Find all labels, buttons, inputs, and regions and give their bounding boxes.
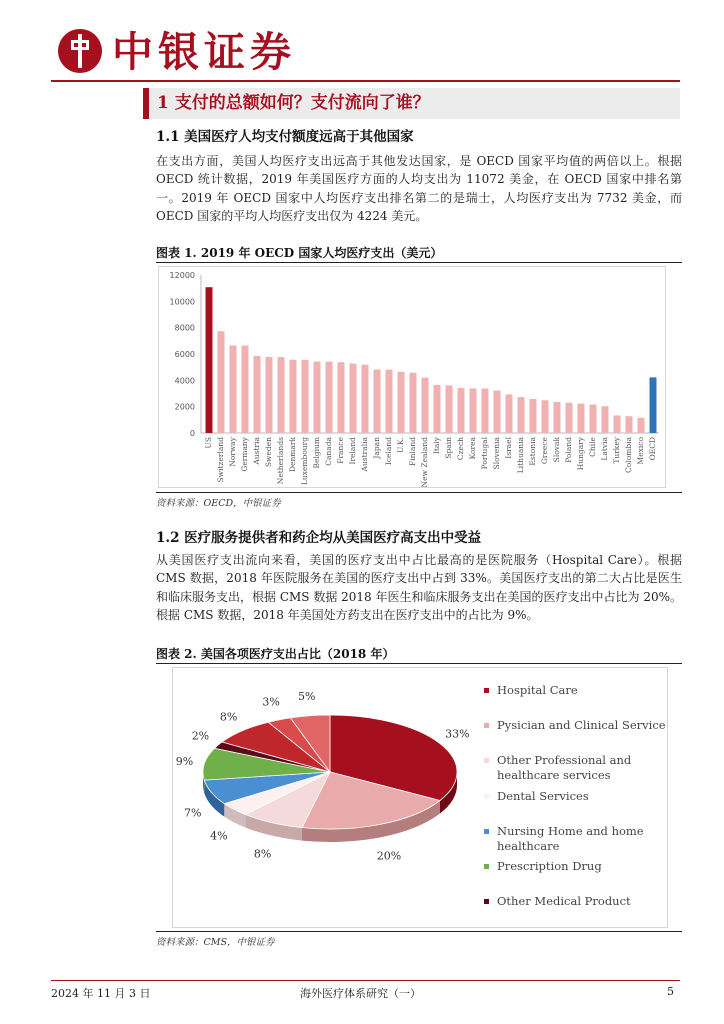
page-number: 5 — [667, 985, 674, 998]
legend-label: Other Medical Product — [497, 894, 631, 908]
bar-spain — [446, 385, 453, 433]
bar-iceland — [386, 370, 393, 433]
pie-data-label: 9% — [175, 755, 194, 769]
y-tick-label: 12000 — [169, 271, 195, 280]
legend-label: Nursing Home and home healthcare — [497, 824, 644, 853]
x-tick-label: Latvia — [600, 437, 609, 461]
bar-lithuania — [518, 397, 525, 433]
figure-1-source: 资料来源：OECD，中银证券 — [156, 498, 281, 509]
bar-canada — [326, 362, 333, 433]
x-tick-label: Estonia — [528, 437, 537, 466]
bar-sweden — [266, 357, 273, 433]
bar-new-zealand — [422, 378, 429, 433]
figure-1-title: 图表 1. 2019 年 OECD 国家人均医疗支出（美元） — [156, 246, 443, 260]
x-tick-label: New Zealand — [420, 437, 429, 487]
x-tick-label: Iceland — [384, 437, 393, 466]
section-title: 1 支付的总额如何？支付流向了谁？ — [157, 93, 430, 113]
footer-date: 2024 年 11 月 3 日 — [51, 987, 151, 1000]
bar-slovak — [554, 402, 561, 433]
legend-item — [497, 859, 677, 874]
bar-chile — [590, 405, 597, 433]
bar-oecd — [650, 377, 657, 433]
figure-2-title: 图表 2. 美国各项医疗支出占比（2018 年） — [156, 647, 395, 661]
pie-data-label: 8% — [253, 847, 272, 861]
section-title-accent — [143, 88, 149, 119]
bar-australia — [362, 365, 369, 433]
figure-2-source: 资料来源：CMS，中银证券 — [156, 937, 275, 948]
x-tick-label: U.K. — [396, 437, 405, 454]
x-tick-label: Spain — [444, 437, 453, 459]
pie-chart — [173, 668, 491, 927]
footer-report-title: 海外医疗体系研究（一） — [300, 987, 421, 1000]
y-tick-label: 10000 — [169, 297, 195, 307]
bar-slovenia — [494, 391, 501, 433]
x-tick-label: OECD — [648, 437, 657, 461]
legend-item — [497, 683, 677, 698]
x-tick-label: Netherlands — [276, 437, 285, 485]
x-tick-label: Luxembourg — [300, 437, 309, 486]
legend-label: Other Professional and healthcare services — [497, 753, 632, 782]
bar-czech — [458, 388, 465, 433]
y-tick-label: 2000 — [174, 402, 195, 412]
legend-item — [497, 824, 677, 853]
legend-label: Pysician and Clinical Service — [497, 718, 666, 732]
bar-us — [206, 287, 213, 433]
y-tick-label: 0 — [189, 429, 195, 438]
figure-1-chart-frame — [158, 266, 666, 488]
x-tick-label: US — [204, 437, 213, 449]
figure-1-bottom-rule — [156, 492, 682, 493]
legend-label: Prescription Drug — [497, 859, 602, 873]
x-tick-label: Portugal — [480, 437, 489, 470]
bar-portugal — [482, 389, 489, 433]
legend-swatch — [484, 723, 489, 728]
legend-swatch — [484, 864, 489, 869]
x-tick-label: Austria — [252, 437, 261, 465]
pie-data-label: 33% — [445, 727, 470, 741]
legend-label: Hospital Care — [497, 683, 578, 697]
bar-mexico — [638, 418, 645, 433]
x-tick-label: Denmark — [288, 437, 297, 472]
bar-israel — [506, 394, 513, 433]
legend-label: Dental Services — [497, 789, 589, 803]
y-tick-label: 6000 — [174, 350, 195, 359]
legend-swatch — [484, 688, 489, 693]
x-tick-label: Belgium — [312, 437, 321, 469]
paragraph-1: 在支出方面，美国人均医疗支出远高于其他发达国家，是 OECD 国家平均值的两倍以上。根据 OECD 统计数据，2019 年美国医疗方面的人均支出为 11072 美金，在 OECD 国家中排名第一。2019 年 OECD 国家中人均医疗支出排名第二的是瑞士，人均医疗支出为 7732 美金，而 OECD 国家的平均人均医疗支出仅为 4224 美元。 — [156, 154, 682, 223]
bar-austria — [254, 356, 261, 433]
x-tick-label: Japan — [372, 437, 381, 459]
x-tick-label: Canada — [324, 437, 333, 466]
bar-greece — [542, 400, 549, 433]
x-tick-label: Mexico — [636, 437, 645, 465]
x-tick-label: Australia — [360, 437, 369, 472]
bar-turkey — [614, 415, 621, 433]
y-tick-label: 8000 — [174, 323, 195, 333]
bar-colombia — [626, 416, 633, 433]
x-tick-label: Slovak — [552, 437, 561, 463]
bar-italy — [434, 385, 441, 433]
pie-data-label: 7% — [183, 806, 202, 820]
legend-item — [497, 753, 677, 782]
bar-u-k- — [398, 372, 405, 433]
x-tick-label: Poland — [564, 437, 573, 463]
bar-netherlands — [278, 357, 285, 433]
x-tick-label: Switzerland — [216, 437, 225, 483]
x-tick-label: Turkey — [612, 437, 621, 464]
bar-switzerland — [218, 331, 225, 433]
x-tick-label: Chile — [588, 437, 597, 457]
x-tick-label: Lithuania — [516, 437, 525, 474]
x-tick-label: Germany — [240, 437, 249, 472]
bar-hungary — [578, 404, 585, 433]
legend-item — [497, 789, 677, 804]
x-tick-label: Israel — [504, 437, 513, 459]
bar-latvia — [602, 406, 609, 433]
legend-swatch — [484, 899, 489, 904]
paragraph-2: 从美国医疗支出流向来看，美国的医疗支出中占比最高的是医院服务（Hospital Care）。根据 CMS 数据，2018 年医院服务在美国的医疗支出中占到 33%。美国医疗支出的第二大占比是医生和临床服务支出，根据 CMS 数据 2018 年医生和临床服务支出在美国的医疗支出中占比为 20%。根据 CMS 数据，2018 年美国处方药支出在医疗支出中的占比为 9%。 — [156, 553, 682, 622]
figure-2-rule — [156, 663, 682, 664]
subsection-heading-1: 1.1 美国医疗人均支付额度远高于其他国家 — [156, 129, 414, 145]
pie-data-label: 20% — [376, 849, 402, 863]
bar-denmark — [290, 360, 297, 433]
x-tick-label: Czech — [456, 437, 465, 461]
legend-swatch — [484, 758, 489, 763]
x-tick-label: Greece — [540, 437, 549, 465]
legend-swatch — [484, 829, 489, 834]
x-tick-label: Colombia — [624, 437, 633, 473]
footer-divider — [51, 980, 680, 981]
x-tick-label: Hungary — [576, 437, 585, 471]
brand-name: 中银证券 — [112, 28, 296, 76]
figure-1-rule — [156, 262, 682, 263]
header-divider — [51, 80, 680, 82]
legend-swatch — [484, 794, 489, 799]
legend-item — [497, 718, 677, 733]
x-tick-label: Finland — [408, 437, 417, 466]
pie-data-label: 5% — [298, 689, 316, 703]
bar-germany — [242, 345, 249, 433]
bar-chart — [159, 267, 665, 487]
bar-finland — [410, 373, 417, 433]
x-tick-label: Slovenia — [492, 437, 501, 470]
pie-data-label: 3% — [262, 695, 280, 709]
x-tick-label: Ireland — [348, 437, 357, 465]
x-tick-label: Korea — [468, 437, 477, 460]
x-tick-label: Italy — [432, 437, 441, 455]
bar-france — [338, 362, 345, 433]
bar-poland — [566, 403, 573, 433]
x-tick-label: Sweden — [264, 437, 273, 468]
brand-logo-bar — [78, 34, 82, 68]
bar-luxembourg — [302, 360, 309, 433]
bar-norway — [230, 345, 237, 433]
bar-ireland — [350, 364, 357, 433]
bar-korea — [470, 388, 477, 433]
pie-data-label: 2% — [191, 729, 210, 743]
figure-2-bottom-rule — [156, 931, 682, 932]
pie-data-label: 4% — [210, 829, 228, 843]
y-tick-label: 4000 — [174, 376, 195, 386]
legend-item — [497, 894, 677, 909]
pie-data-label: 8% — [219, 710, 238, 724]
bar-japan — [374, 369, 381, 433]
x-tick-label: France — [336, 437, 345, 464]
subsection-heading-2: 1.2 医疗服务提供者和药企均从美国医疗高支出中受益 — [156, 530, 482, 546]
bar-belgium — [314, 362, 321, 433]
x-tick-label: Norway — [228, 437, 237, 467]
bar-estonia — [530, 399, 537, 433]
